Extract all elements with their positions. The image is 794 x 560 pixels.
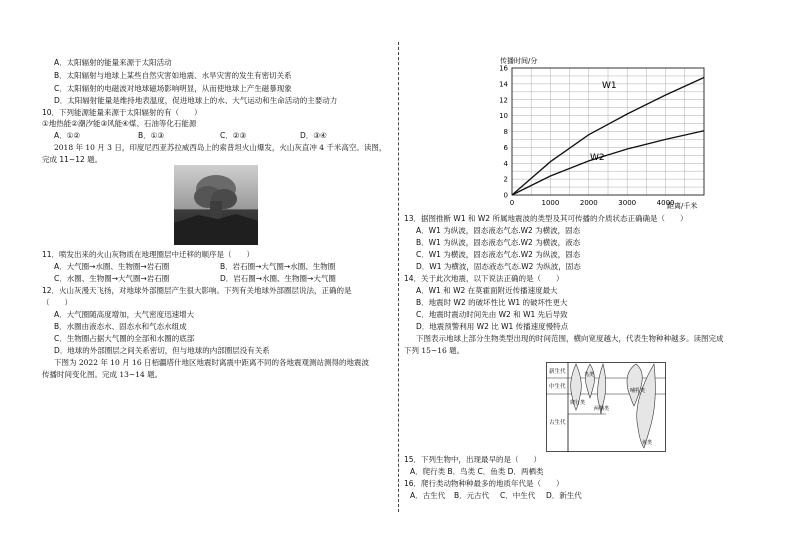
- intro-15-16: 下图表示地球上部分生物类型出现的时间范围，横向宽度越大，代表生物种种越多。读图完成: [416, 334, 724, 343]
- y-tick-label: 10: [499, 112, 508, 121]
- volcano-eruption-photo: [174, 165, 258, 245]
- label-reptiles: 爬行类: [570, 400, 586, 406]
- y-tick-label: 2: [503, 175, 508, 184]
- q16-option-d: D．新生代: [546, 491, 582, 500]
- q13-option-b: B．W1 为纵波，固态液态气态.W2 为横波，液态: [416, 238, 581, 247]
- q11-option-a: A．大气圈→水圈、生物圈→岩石圈: [54, 262, 170, 271]
- series-label-w2: W2: [590, 153, 605, 163]
- x-tick-label: 0: [509, 199, 515, 207]
- q9-option-b: B．太阳辐射与地球上某些自然灾害如地震、水旱灾害的发生有密切关系: [54, 71, 292, 80]
- q10-option-d: D．③④: [300, 131, 327, 140]
- chart-ylabel: 传播时间/分: [500, 57, 538, 65]
- q14-option-d: D．地震预警利用 W2 比 W1 传播速度慢特点: [416, 322, 569, 331]
- series-label-w1: W1: [602, 81, 617, 91]
- q10-option-a: A．①②: [54, 131, 81, 140]
- q16-option-c: C．中生代: [500, 491, 536, 500]
- q12-option-a: A．大气圈随高度增加，大气密度迅速增大: [54, 310, 195, 319]
- era-mesozoic: 中生代: [549, 384, 566, 390]
- q13-option-c: C．W1 为横波，固态液态气态.W2 为纵波，固态: [416, 250, 581, 259]
- x-tick-label: 3000: [618, 199, 637, 207]
- y-tick-label: 6: [503, 143, 508, 152]
- q11-stem: 11．喷发出来的火山灰物质在地理圈层中迁移的顺序是（ ）: [42, 250, 255, 259]
- q11-option-c: C．水圈、生物圈→大气圈→岩石圈: [54, 274, 170, 283]
- x-tick-label: 2000: [579, 199, 598, 207]
- q14-option-b: B．地震时 W2 的破坏性比 W1 的破坏性更大: [416, 298, 568, 307]
- y-tick-label: 4: [503, 159, 508, 168]
- q15-options: A．爬行类 B．鸟类 C．鱼类 D．两栖类: [410, 467, 544, 476]
- q14-option-a: A．W1 和 W2 在莫霍面附近传播速度最大: [416, 286, 558, 295]
- q9-option-a: A．太阳辐射的能量来源于太阳活动: [54, 58, 172, 67]
- q16-stem: 16．爬行类动物种种最多的地质年代是（ ）: [404, 479, 564, 488]
- q14-stem: 14．关于此次地震，以下说法正确的是（ ）: [404, 274, 564, 283]
- y-tick-label: 14: [499, 80, 508, 89]
- label-mammals: 哺乳类: [630, 388, 646, 394]
- column-divider: [398, 42, 399, 512]
- q14-option-c: C．地震时震动时间先由 W2 和 W1 先后导致: [416, 310, 568, 319]
- q13-option-d: D．W1 为横波，固态液态气态.W2 为纵波，固态: [416, 262, 581, 271]
- label-birds: 鸟类: [584, 372, 595, 378]
- q10-option-b: B．①③: [138, 131, 165, 140]
- evolution-diagram: [546, 362, 666, 452]
- q11-option-b: B．岩石圈→大气圈→水圈、生物圈: [220, 262, 336, 271]
- x-tick-label: 4000: [656, 199, 675, 207]
- era-cenozoic: 新生代: [549, 369, 566, 375]
- chart-xlabel: 距离/千米: [667, 202, 698, 210]
- y-tick-label: 0: [503, 191, 508, 200]
- q11-option-d: D．岩石圈→水圈、生物圈→大气圈: [220, 274, 336, 283]
- q16-option-b: B．元古代: [454, 491, 490, 500]
- intro-11-12-line2: 完成 11~12 题。: [42, 155, 103, 164]
- y-tick-label: 12: [499, 96, 508, 105]
- q10-stem: 10．下列能源能量来源于太阳辐射的有（ ）: [42, 108, 202, 117]
- x-tick-label: 1000: [541, 199, 560, 207]
- q12-option-b: B．水圈由液态水、固态水和气态水组成: [54, 322, 187, 331]
- intro-11-12: 2018 年 10 月 3 日，印度尼西亚苏拉威西岛上的索普坦火山爆发，火山灰直冲 4 千米高空。读图，: [54, 143, 387, 152]
- q16-option-a: A．古生代: [410, 491, 446, 500]
- intro-13-14-line2: 传播时间变化图。完成 13~14 题。: [42, 370, 163, 379]
- q12-stem: 12．火山灰漫天飞扬，对地球外部圈层产生很大影响。下列有关地球外部圈层说法，正确的是: [42, 286, 352, 295]
- q13-option-a: A．W1 为纵波，固态液态气态.W2 为横波，固态: [416, 226, 581, 235]
- q15-stem: 15．下列生物中，出现最早的是（ ）: [404, 455, 542, 464]
- q9-option-c: C．太阳辐射的电磁波对地球磁场影响明显，从而使地球上产生磁暴现象: [54, 84, 292, 93]
- era-paleozoic: 古生代: [549, 420, 566, 426]
- q9-option-d: D．太阳辐射能量是维持地表温度，促进地球上的水、大气运动和生命活动的主要动力: [54, 96, 338, 105]
- q10-option-c: C．②③: [220, 131, 247, 140]
- q12-option-c: C．生物圈占据大气圈的全部和水圈的底部: [54, 334, 195, 343]
- q12-option-d: D．地球的外部圈层之间关系密切，但与地球的内部圈层没有关系: [54, 346, 270, 355]
- y-tick-label: 16: [499, 64, 508, 73]
- q12-stem-line2: （ ）: [42, 298, 72, 307]
- intro-15-16-line2: 下列 15~16 题。: [404, 346, 465, 355]
- label-fish: 鱼类: [642, 440, 653, 446]
- seismic-wave-chart: [490, 54, 730, 212]
- label-amphibians: 两栖类: [594, 406, 610, 412]
- intro-13-14: 下图为 2022 年 10 月 16 日栢疆塔什地区地震时离震中距离不同的各地震观测站测得的地震波: [54, 358, 369, 367]
- y-tick-label: 8: [503, 128, 508, 136]
- q13-stem: 13．据图推断 W1 和 W2 所属地震波的类型及其可传播的介质状态正确确是（ ）: [404, 214, 688, 223]
- q10-items: ①地热能②潮汐能③风能④煤、石油等化石能源: [42, 119, 197, 128]
